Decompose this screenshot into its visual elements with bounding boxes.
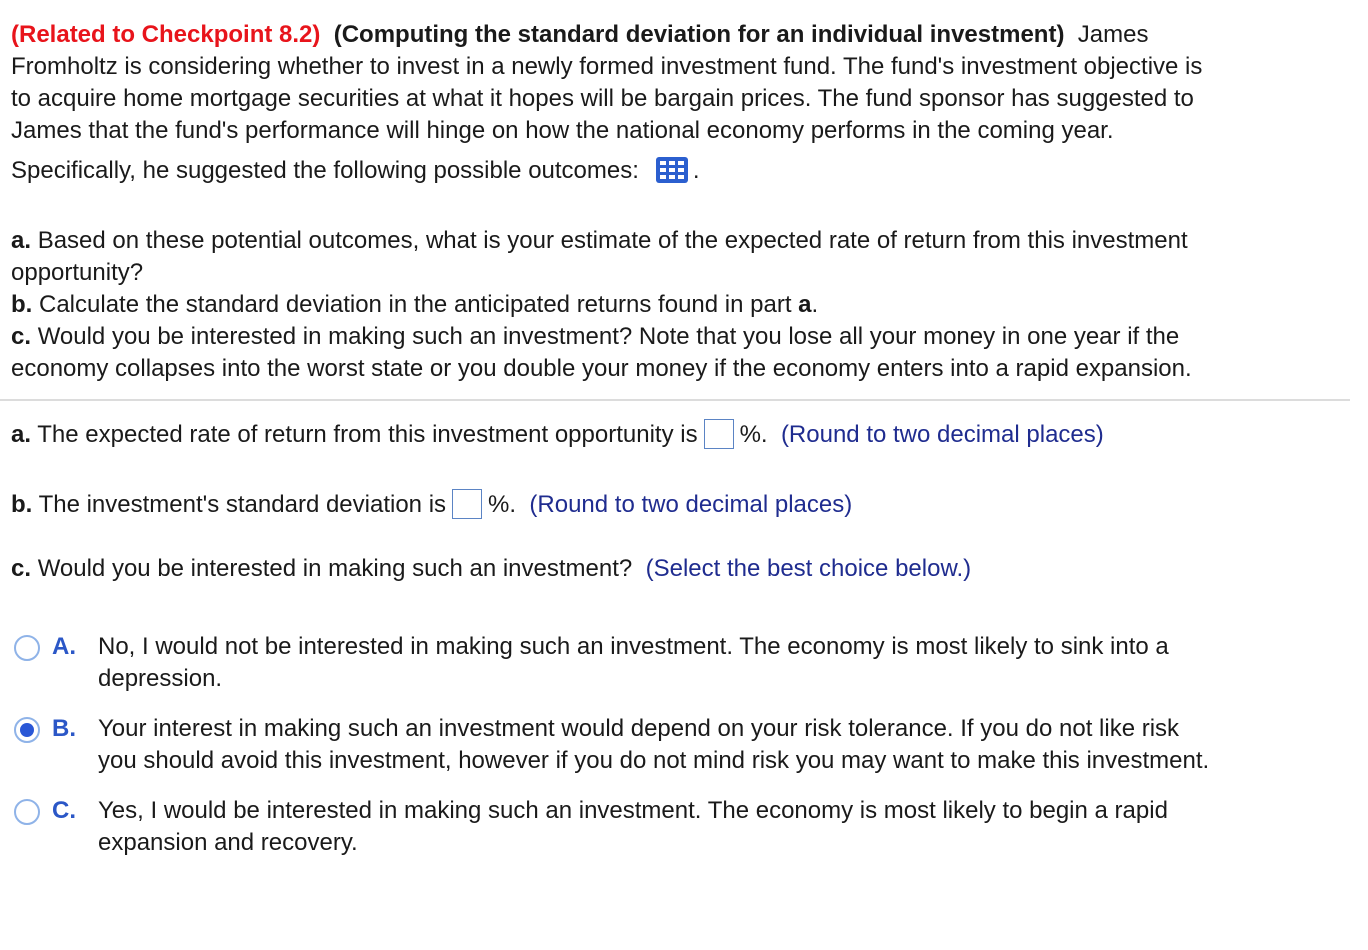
question-b-part-ref: a [798,291,812,318]
choice-a-text-line-1: No, I would not be interested in making such an investment. The economy is most likely to sink into a [98,633,1169,660]
problem-header-line [11,19,1148,51]
choice-a-letter: A. [52,633,76,660]
question-b-line [11,289,818,321]
question-b-text: Calculate the standard deviation in the anticipated returns found in part [39,291,792,318]
answer-a-hint: (Round to two decimal places) [780,421,1104,448]
question-c-line-1 [11,321,1179,353]
question-a-line-2: opportunity? [11,259,144,286]
question-c-line-2: economy collapses into the worst state or you double your money if the economy enters into a rapid expansion. [11,355,1192,382]
problem-text-line-1: James [1077,21,1149,48]
answer-a-unit: %. [739,421,768,448]
answer-a-line [11,419,1104,451]
choice-c-radio[interactable] [14,799,40,825]
question-b-letter: b. [11,291,33,318]
choice-b-radio[interactable] [14,717,40,743]
answer-b-hint: (Round to two decimal places) [529,491,853,518]
answer-c-text: Would you be interested in making such an investment? [37,555,633,582]
answer-a-text: The expected rate of return from this investment opportunity is [37,421,698,448]
outcomes-period: . [692,157,700,184]
choice-a-text-line-2: depression. [98,665,223,692]
question-a-text: Based on these potential outcomes, what is your estimate of the expected rate of return from this investment [37,227,1188,254]
question-c-text: Would you be interested in making such an investment? Note that you lose all your money in one year if the [37,323,1180,350]
answer-b-letter: b. [11,491,33,518]
answer-b-line [11,489,852,521]
answer-b-text: The investment's standard deviation is [38,491,447,518]
answer-c-line [11,553,971,585]
answer-c-hint: (Select the best choice below.) [645,555,972,582]
answer-b-unit: %. [488,491,517,518]
answer-a-letter: a. [11,421,32,448]
choice-c-letter: C. [52,797,76,824]
question-c-letter: c. [11,323,32,350]
question-a-letter: a. [11,227,32,254]
question-b-end: . [811,291,819,318]
answer-a-input[interactable] [704,419,734,449]
problem-text-line-2: Fromholtz is considering whether to invest in a newly formed investment fund. The fund's investment objective is [11,53,1203,80]
checkpoint-reference: (Related to Checkpoint 8.2) [11,21,321,48]
problem-text-line-4: James that the fund's performance will hinge on how the national economy performs in the coming year. [11,117,1114,144]
problem-topic: (Computing the standard deviation for an individual investment) [333,21,1065,48]
outcomes-line [11,155,700,187]
answer-b-input[interactable] [452,489,482,519]
problem-text-line-3: to acquire home mortgage securities at what it hopes will be bargain prices. The fund sponsor has suggested to [11,85,1194,112]
outcomes-text: Specifically, he suggested the following possible outcomes: [11,157,639,184]
choice-b-letter: B. [52,715,76,742]
question-a-line-1 [11,225,1188,257]
choice-c-text-line-1: Yes, I would be interested in making such an investment. The economy is most likely to begin a rapid [98,797,1168,824]
section-divider [0,399,1350,401]
choice-c-text-line-2: expansion and recovery. [98,829,358,856]
choice-b-text-line-2: you should avoid this investment, however if you do not mind risk you may want to make this investment. [98,747,1210,774]
choice-b-text-line-1: Your interest in making such an investment would depend on your risk tolerance. If you do not like risk [98,715,1180,742]
table-grid-icon[interactable] [655,156,689,184]
answer-c-letter: c. [11,555,32,582]
choice-a-radio[interactable] [14,635,40,661]
